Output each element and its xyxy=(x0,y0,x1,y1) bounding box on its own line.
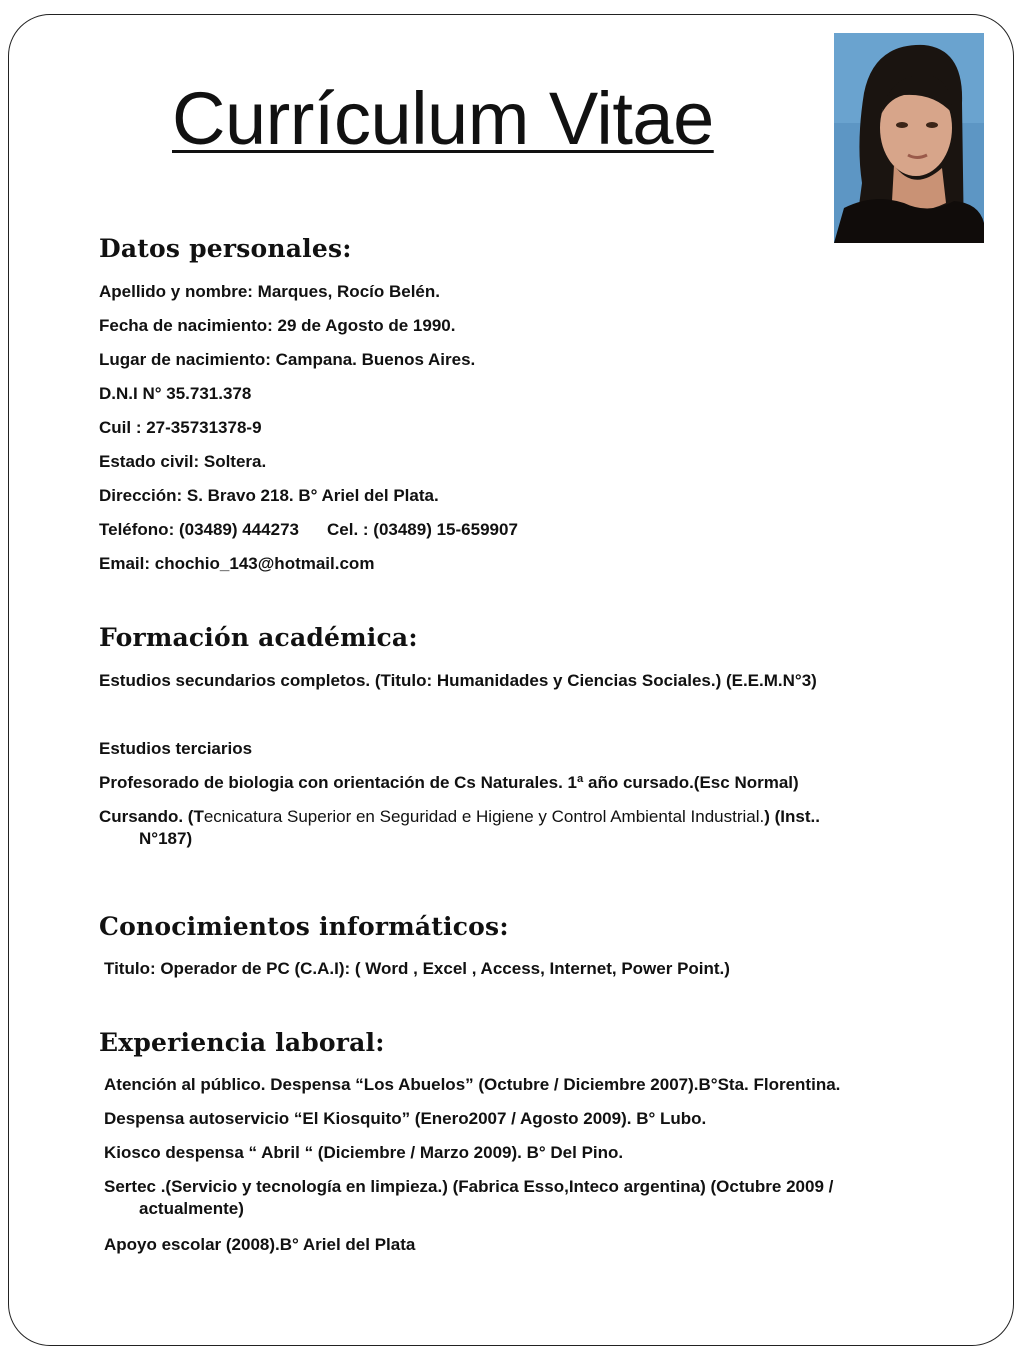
sertec-continuation: actualmente) xyxy=(139,1199,244,1218)
profile-photo xyxy=(834,33,984,243)
current-continuation: N°187) xyxy=(139,829,193,848)
experience-item: Despensa autoservicio “El Kiosquito” (Enero2007 / Agosto 2009). B° Lubo. xyxy=(104,1109,707,1128)
section-heading-experience: Experiencia laboral: xyxy=(99,1028,385,1057)
personal-phones xyxy=(99,519,518,541)
sertec-text: Sertec .(Servicio y tecnología en limpieza.) (Fabrica Esso,Inteco argentina) (Octubre 2009 / xyxy=(104,1177,834,1196)
experience-item-sertec xyxy=(104,1176,924,1220)
section-heading-personal: Datos personales: xyxy=(99,234,352,263)
personal-civil-status: Estado civil: Soltera. xyxy=(99,452,267,471)
personal-birthdate: Fecha de nacimiento: 29 de Agosto de 1990. xyxy=(99,316,456,335)
page-title: Currículum Vitae xyxy=(172,77,714,160)
experience-item: Kiosco despensa “ Abril “ (Diciembre / Marzo 2009). B° Del Pino. xyxy=(104,1143,624,1162)
personal-cuil: Cuil : 27-35731378-9 xyxy=(99,418,262,437)
phone-number: Teléfono: (03489) 444273 xyxy=(99,520,299,539)
personal-name: Apellido y nombre: Marques, Rocío Belén. xyxy=(99,282,440,301)
computing-line: Titulo: Operador de PC (C.A.I): ( Word , Excel , Access, Internet, Power Point.) xyxy=(104,959,730,978)
current-prefix: Cursando. (T xyxy=(99,807,204,826)
cell-number: Cel. : (03489) 15-659907 xyxy=(327,520,518,539)
current-suffix: ) (Inst.. xyxy=(764,807,820,826)
experience-item: Atención al público. Despensa “Los Abuelos” (Octubre / Diciembre 2007).B°Sta. Florentina. xyxy=(104,1075,841,1094)
personal-dni: D.N.I N° 35.731.378 xyxy=(99,384,252,403)
section-heading-education: Formación académica: xyxy=(99,623,418,652)
education-current xyxy=(99,806,919,850)
experience-item: Apoyo escolar (2008).B° Ariel del Plata xyxy=(104,1235,416,1254)
education-tertiary-label: Estudios terciarios xyxy=(99,739,253,758)
section-heading-computing: Conocimientos informáticos: xyxy=(99,912,509,941)
personal-birthplace: Lugar de nacimiento: Campana. Buenos Aires. xyxy=(99,350,476,369)
education-secondary: Estudios secundarios completos. (Titulo: Humanidades y Ciencias Sociales.) (E.E.M.N°3) xyxy=(99,671,817,690)
personal-email: Email: chochio_143@hotmail.com xyxy=(99,554,375,573)
education-teaching: Profesorado de biologia con orientación de Cs Naturales. 1ª año cursado.(Esc Normal) xyxy=(99,773,799,792)
current-course: ecnicatura Superior en Seguridad e Higiene y Control Ambiental Industrial. xyxy=(203,807,765,826)
personal-address: Dirección: S. Bravo 218. B° Ariel del Plata. xyxy=(99,486,439,505)
